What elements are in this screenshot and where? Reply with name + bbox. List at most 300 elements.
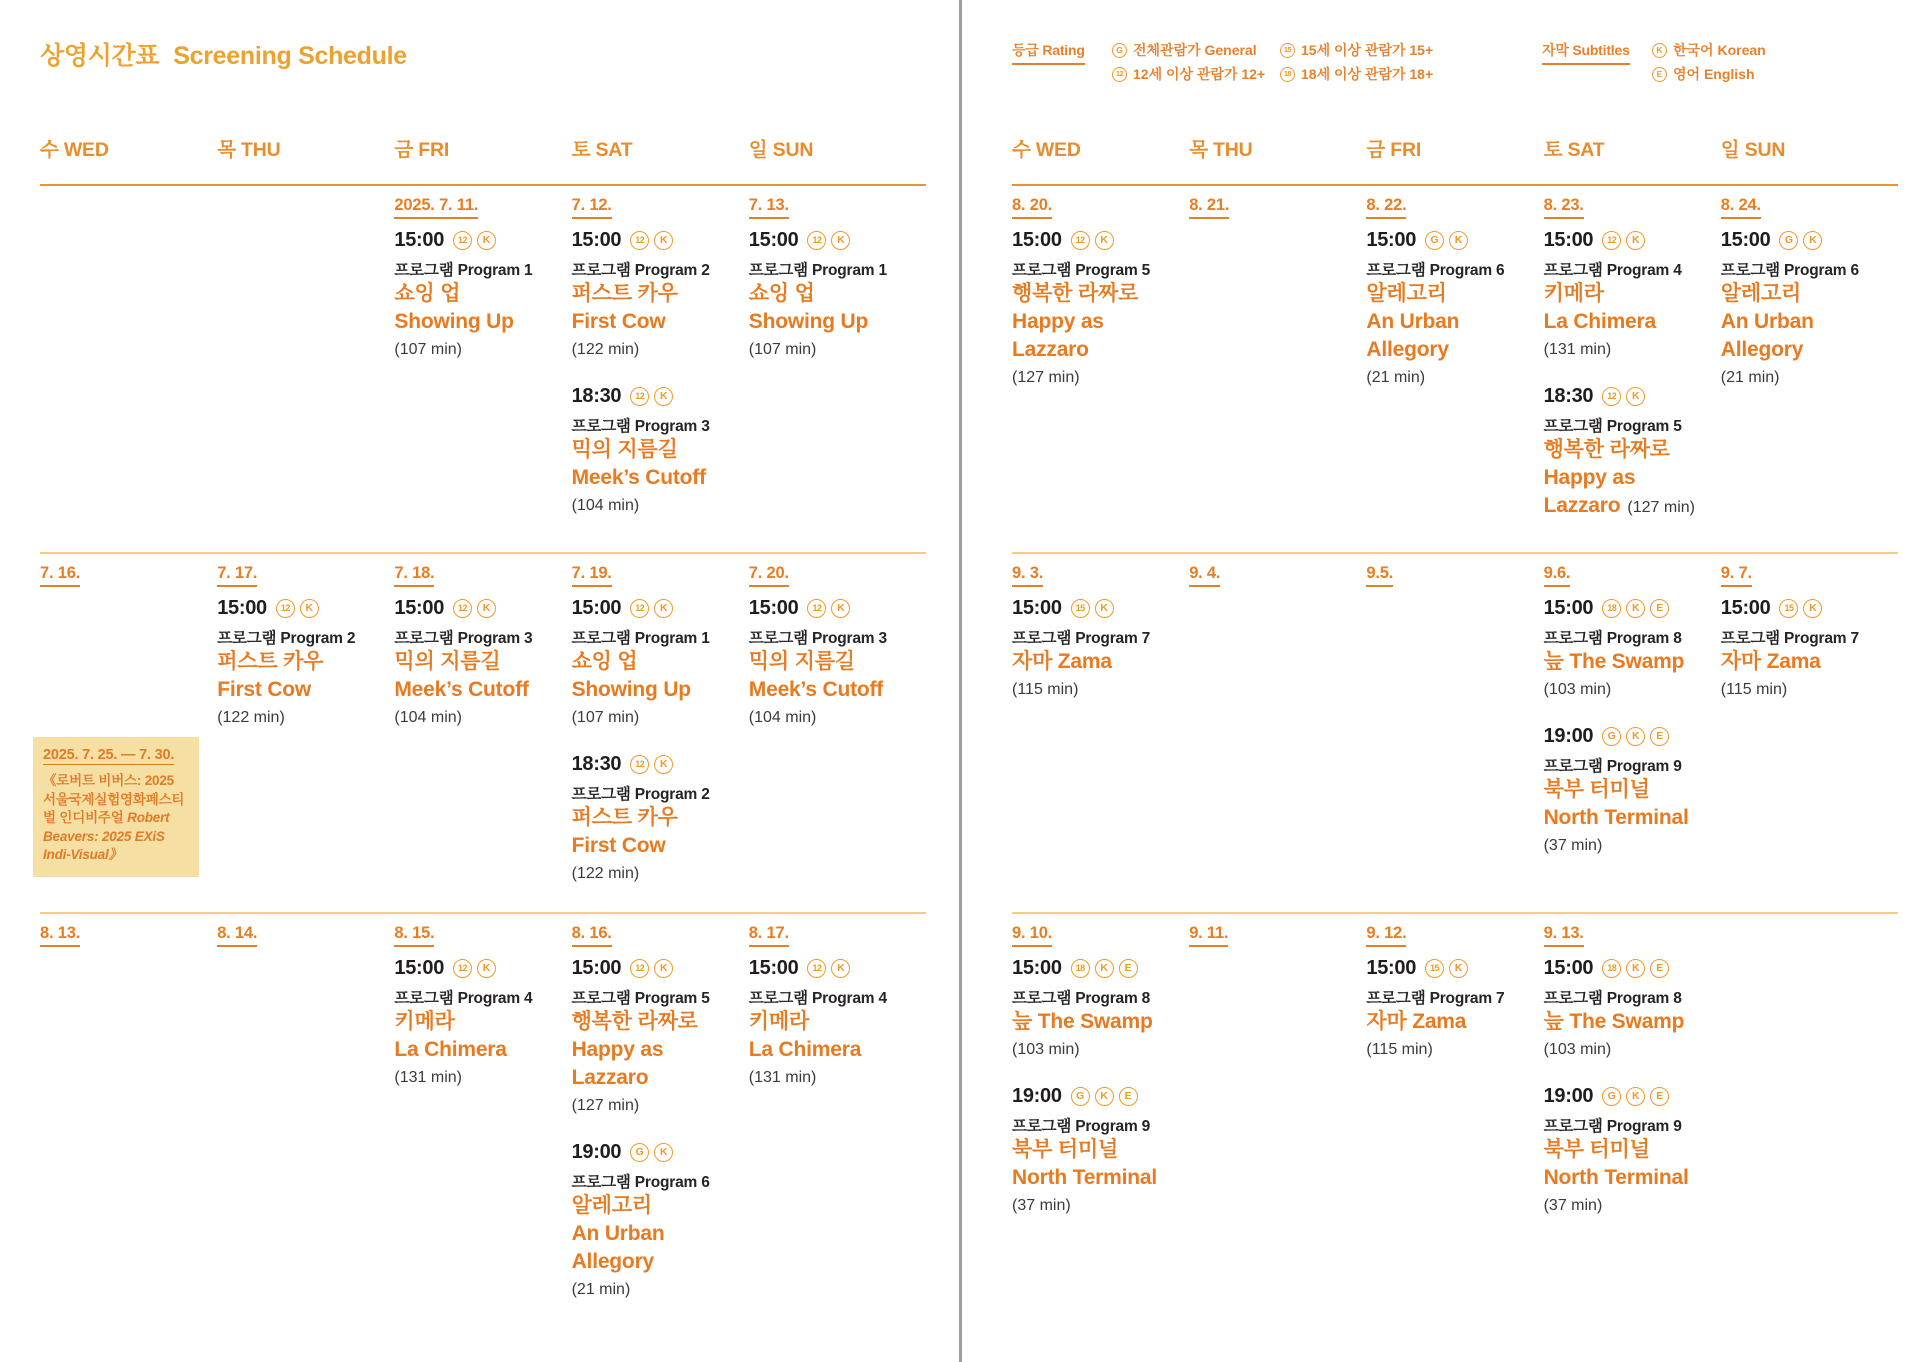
program-label: 프로그램 Program 6 xyxy=(571,1174,710,1191)
subtitle-k-icon: K xyxy=(477,599,496,618)
screening xyxy=(1721,229,1884,387)
day-header-row xyxy=(40,134,926,162)
date-label: 8. 14. xyxy=(217,924,257,947)
screening-time: 15:00 xyxy=(748,957,799,979)
date-label: 2025. 7. 11. xyxy=(394,196,478,219)
schedule-page-right xyxy=(1012,0,1898,1362)
film-duration: (131 min) xyxy=(748,1069,817,1086)
date-label: 9. 7. xyxy=(1721,564,1752,587)
page-title xyxy=(40,36,407,72)
subtitle-k-icon: K xyxy=(654,1143,673,1162)
film-title-line: 키메라 xyxy=(1543,282,1604,305)
film-title-line: 행복한 라짜로 xyxy=(1543,438,1670,461)
screening xyxy=(1012,957,1175,1059)
subtitle-k-icon: K xyxy=(1803,599,1822,618)
rating-12-icon: 12 xyxy=(807,231,826,250)
film-title-line: 쇼잉 업 xyxy=(394,282,461,305)
schedule-row xyxy=(40,184,926,552)
screening xyxy=(572,753,735,883)
rating-18-icon: 18 xyxy=(1280,67,1295,82)
rating-g-icon: G xyxy=(1071,1087,1090,1106)
day-header-4: 일 SUN xyxy=(748,139,814,161)
screening xyxy=(1366,229,1529,387)
day-cell xyxy=(217,924,394,1362)
film-duration: (104 min) xyxy=(571,497,640,514)
special-event-title-korean: 《로버트 비버스: 2025 서울국제실험영화페스티벌 인디비주얼 xyxy=(43,773,185,825)
legend-item xyxy=(1112,40,1265,60)
rating-g-icon: G xyxy=(630,1143,649,1162)
film-title-line: North Terminal xyxy=(1543,1166,1689,1189)
subtitle-k-icon: K xyxy=(1626,1087,1645,1106)
date-label: 9.6. xyxy=(1544,564,1571,587)
date-label: 8. 22. xyxy=(1366,196,1406,219)
day-header-row xyxy=(1012,134,1898,162)
screening-time-row xyxy=(394,957,557,980)
schedule-row xyxy=(40,552,926,912)
subtitle-k-icon: K xyxy=(654,231,673,250)
day-cell xyxy=(40,196,217,552)
screening-time: 19:00 xyxy=(571,1141,622,1163)
subtitle-k-icon: K xyxy=(1449,959,1468,978)
special-event-note xyxy=(33,737,199,877)
film-duration: (107 min) xyxy=(394,341,462,358)
day-cell xyxy=(572,564,749,912)
subtitle-k-icon: K xyxy=(1095,959,1114,978)
screening-time-row xyxy=(749,597,912,620)
date-label: 9. 3. xyxy=(1012,564,1043,587)
rating-g-icon: G xyxy=(1425,231,1444,250)
screening-time: 15:00 xyxy=(1720,229,1771,251)
subtitle-e-icon: E xyxy=(1652,67,1667,82)
legend-item-text: 15세 이상 관람가 15+ xyxy=(1301,42,1434,58)
rating-12-icon: 12 xyxy=(630,231,649,250)
screening-time-row xyxy=(1012,229,1175,252)
subtitle-k-icon: K xyxy=(831,959,850,978)
rating-12-icon: 12 xyxy=(453,231,472,250)
program-label: 프로그램 Program 1 xyxy=(571,630,710,647)
film-title-line: 북부 터미널 xyxy=(1012,1138,1119,1161)
subtitle-k-icon: K xyxy=(1626,599,1645,618)
screening-time-row xyxy=(749,229,912,252)
screening-time-row xyxy=(1544,957,1707,980)
subtitle-k-icon: K xyxy=(477,959,496,978)
program-label: 프로그램 Program 8 xyxy=(1012,990,1151,1007)
program-label: 프로그램 Program 3 xyxy=(571,418,710,435)
screening-time-row xyxy=(1721,229,1884,252)
rating-legend-label: 등급 Rating xyxy=(1012,40,1085,65)
rating-12-icon: 12 xyxy=(807,959,826,978)
film-title-line: 퍼스트 카우 xyxy=(217,650,324,673)
date-label: 8. 21. xyxy=(1189,196,1229,219)
film-duration: (115 min) xyxy=(1012,681,1079,698)
film-duration: (21 min) xyxy=(571,1281,631,1298)
film-title-line: Lazzaro (127 min) xyxy=(1543,494,1695,517)
day-cell xyxy=(394,196,571,552)
subtitle-e-icon: E xyxy=(1650,599,1669,618)
date-label: 7. 17. xyxy=(217,564,257,587)
day-cell xyxy=(1721,196,1898,552)
subtitle-k-icon: K xyxy=(1626,959,1645,978)
rating-18-icon: 18 xyxy=(1071,959,1090,978)
day-cell xyxy=(1366,564,1543,912)
legend-item xyxy=(1280,40,1433,60)
screening xyxy=(1012,229,1175,387)
film-duration: (107 min) xyxy=(748,341,817,358)
film-title-line: Allegory xyxy=(1366,338,1449,361)
subtitle-k-icon: K xyxy=(831,231,850,250)
screening-time: 15:00 xyxy=(1366,957,1417,979)
subtitle-k-icon: K xyxy=(1652,43,1667,58)
film-title-line: An Urban xyxy=(1720,310,1814,333)
film-title-line: An Urban xyxy=(571,1222,665,1245)
schedule-page-left xyxy=(40,0,926,1362)
program-label: 프로그램 Program 1 xyxy=(394,262,533,279)
program-label: 프로그램 Program 5 xyxy=(1012,262,1151,279)
program-label: 프로그램 Program 4 xyxy=(394,990,533,1007)
rating-12-icon: 12 xyxy=(453,599,472,618)
film-title-line: Lazzaro xyxy=(571,1066,649,1089)
screening xyxy=(1544,725,1707,855)
screening-time: 15:00 xyxy=(394,957,445,979)
date-label: 9. 10. xyxy=(1012,924,1052,947)
screening-time: 15:00 xyxy=(394,597,445,619)
film-title-line: La Chimera xyxy=(748,1038,862,1061)
screening-time: 15:00 xyxy=(394,229,445,251)
program-label: 프로그램 Program 7 xyxy=(1366,990,1505,1007)
screening-time: 18:30 xyxy=(571,385,622,407)
screening-time-row xyxy=(1544,597,1707,620)
rating-12-icon: 12 xyxy=(1071,231,1090,250)
date-label: 8. 20. xyxy=(1012,196,1052,219)
subtitle-k-icon: K xyxy=(1626,387,1645,406)
film-title-line: 늪 The Swamp xyxy=(1543,1010,1685,1033)
screening-time-row xyxy=(572,597,735,620)
day-header-2: 금 FRI xyxy=(394,139,450,161)
legend-item xyxy=(1652,40,1766,60)
subtitle-k-icon: K xyxy=(1095,231,1114,250)
film-duration: (104 min) xyxy=(394,709,462,726)
film-title-line: An Urban xyxy=(1366,310,1460,333)
screening xyxy=(1544,597,1707,699)
day-cell xyxy=(1189,196,1366,552)
screening-time-row xyxy=(1544,1085,1707,1108)
screening-time: 15:00 xyxy=(571,597,622,619)
date-label: 8. 17. xyxy=(749,924,789,947)
schedule-row xyxy=(40,912,926,1362)
film-duration: (122 min) xyxy=(217,709,285,726)
date-label: 7. 16. xyxy=(40,564,80,587)
day-cell xyxy=(1189,564,1366,912)
rating-15-icon: 15 xyxy=(1071,599,1090,618)
film-duration: (103 min) xyxy=(1012,1041,1080,1058)
film-duration: (104 min) xyxy=(748,709,817,726)
film-title-line: 쇼잉 업 xyxy=(571,650,638,673)
page-title-english: Screening Schedule xyxy=(173,42,407,70)
screening xyxy=(749,229,912,359)
screening xyxy=(1544,385,1707,522)
film-title-line: La Chimera xyxy=(1543,310,1656,333)
screening xyxy=(749,957,912,1087)
screening-time-row xyxy=(1544,725,1707,748)
legend-item-text: 영어 English xyxy=(1673,66,1755,82)
date-label: 9. 4. xyxy=(1189,564,1220,587)
screening xyxy=(1012,597,1175,699)
screening xyxy=(749,597,912,727)
legend-item xyxy=(1280,64,1433,84)
film-title-line: La Chimera xyxy=(394,1038,507,1061)
screening xyxy=(1544,229,1707,359)
film-duration: (103 min) xyxy=(1543,1041,1612,1058)
screening xyxy=(572,957,735,1115)
film-title-line: 알레고리 xyxy=(571,1194,652,1217)
rating-15-icon: 15 xyxy=(1425,959,1444,978)
film-title-line: 자마 Zama xyxy=(1720,650,1821,673)
film-title-line: Meek’s Cutoff xyxy=(394,678,529,701)
screening-time: 18:30 xyxy=(571,753,622,775)
day-cell xyxy=(1544,564,1721,912)
screening-time: 15:00 xyxy=(571,957,622,979)
screening xyxy=(1012,1085,1175,1215)
day-cell xyxy=(1544,196,1721,552)
film-title-line: 늪 The Swamp xyxy=(1543,650,1685,673)
film-duration: (127 min) xyxy=(1012,369,1080,386)
date-label: 8. 13. xyxy=(40,924,80,947)
program-label: 프로그램 Program 1 xyxy=(748,262,887,279)
program-label: 프로그램 Program 6 xyxy=(1720,262,1859,279)
film-duration: (127 min) xyxy=(1627,499,1695,516)
special-event-title-english: Robert Beavers: 2025 EXiS Indi-Visual》 xyxy=(43,810,170,862)
screening-time: 15:00 xyxy=(1012,229,1062,251)
subtitle-e-icon: E xyxy=(1650,959,1669,978)
film-title-line: Meek’s Cutoff xyxy=(748,678,884,701)
day-cell xyxy=(1544,924,1721,1362)
program-label: 프로그램 Program 2 xyxy=(217,630,356,647)
screening xyxy=(1544,957,1707,1059)
film-title-line: First Cow xyxy=(217,678,312,701)
film-title-line: Lazzaro xyxy=(1012,338,1089,361)
screening xyxy=(394,597,557,727)
date-label: 9.5. xyxy=(1366,564,1393,587)
rating-12-icon: 12 xyxy=(1602,231,1621,250)
screening-time-row xyxy=(1012,1085,1175,1108)
day-header-1: 목 THU xyxy=(217,139,281,161)
screening-time-row xyxy=(1366,229,1529,252)
rating-12-icon: 12 xyxy=(807,599,826,618)
schedule-row xyxy=(1012,552,1898,912)
page-divider-line xyxy=(959,0,962,1362)
film-title-line: 쇼잉 업 xyxy=(748,282,815,305)
rating-g-icon: G xyxy=(1602,1087,1621,1106)
day-cell xyxy=(749,564,926,912)
day-cell xyxy=(1189,924,1366,1362)
date-label: 7. 12. xyxy=(572,196,612,219)
film-title-line: 키메라 xyxy=(748,1010,810,1033)
subtitle-e-icon: E xyxy=(1650,1087,1669,1106)
screening-time-row xyxy=(572,385,735,408)
film-title-line: 북부 터미널 xyxy=(1543,778,1650,801)
film-title-line: 믹의 지름길 xyxy=(571,438,678,461)
film-duration: (122 min) xyxy=(571,341,640,358)
screening-time-row xyxy=(1366,957,1529,980)
legend-item-text: 12세 이상 관람가 12+ xyxy=(1133,66,1266,82)
legend-item-text: 전체관람가 General xyxy=(1133,42,1257,58)
program-label: 프로그램 Program 8 xyxy=(1543,630,1682,647)
film-title-line: Happy as xyxy=(1543,466,1636,489)
subtitles-legend-label: 자막 Subtitles xyxy=(1542,40,1630,65)
day-cell xyxy=(749,196,926,552)
program-label: 프로그램 Program 5 xyxy=(1543,418,1682,435)
day-header-3: 토 SAT xyxy=(1543,139,1605,161)
screening-time-row xyxy=(1012,957,1175,980)
day-header-0: 수 WED xyxy=(40,139,109,161)
program-label: 프로그램 Program 2 xyxy=(571,262,710,279)
rating-12-icon: 12 xyxy=(1602,387,1621,406)
rating-18-icon: 18 xyxy=(1602,599,1621,618)
screening xyxy=(394,957,557,1087)
screening xyxy=(572,597,735,727)
film-title-line: 행복한 라짜로 xyxy=(1012,282,1139,305)
screening-time: 15:00 xyxy=(748,597,799,619)
rating-15-icon: 15 xyxy=(1280,43,1295,58)
rating-12-icon: 12 xyxy=(1112,67,1127,82)
date-label: 8. 16. xyxy=(572,924,612,947)
page-title-korean: 상영시간표 xyxy=(40,42,160,70)
day-cell xyxy=(40,924,217,1362)
day-cell xyxy=(394,564,571,912)
film-title-line: Showing Up xyxy=(748,310,869,333)
film-title-line: 알레고리 xyxy=(1366,282,1447,305)
subtitles-legend-column xyxy=(1652,40,1766,84)
rating-12-icon: 12 xyxy=(630,755,649,774)
day-cell xyxy=(1721,924,1898,1362)
day-cell xyxy=(572,924,749,1362)
day-cell xyxy=(40,564,217,912)
program-label: 프로그램 Program 4 xyxy=(1543,262,1682,279)
program-label: 프로그램 Program 3 xyxy=(394,630,533,647)
rating-g-icon: G xyxy=(1779,231,1798,250)
film-title-line: 자마 Zama xyxy=(1366,1010,1467,1033)
film-title-line: Showing Up xyxy=(571,678,691,701)
rating-12-icon: 12 xyxy=(276,599,295,618)
rating-legend-column-1 xyxy=(1112,40,1265,84)
special-event-title xyxy=(43,772,189,865)
screening-time: 15:00 xyxy=(1543,957,1594,979)
subtitle-k-icon: K xyxy=(300,599,319,618)
film-title-line: Meek’s Cutoff xyxy=(571,466,706,489)
screening-time-row xyxy=(217,597,380,620)
screening-time-row xyxy=(749,957,912,980)
film-duration: (131 min) xyxy=(394,1069,462,1086)
date-label: 9. 13. xyxy=(1544,924,1584,947)
screening-time: 15:00 xyxy=(1012,957,1062,979)
screening-time: 15:00 xyxy=(217,597,267,619)
program-label: 프로그램 Program 6 xyxy=(1366,262,1505,279)
film-duration: (103 min) xyxy=(1543,681,1612,698)
day-cell xyxy=(1012,924,1189,1362)
day-cell xyxy=(749,924,926,1362)
subtitle-k-icon: K xyxy=(654,755,673,774)
screening xyxy=(572,229,735,359)
screening-time: 15:00 xyxy=(1012,597,1062,619)
film-title-line: North Terminal xyxy=(1543,806,1689,829)
day-cell xyxy=(394,924,571,1362)
screening-time: 15:00 xyxy=(1366,229,1417,251)
film-duration: (122 min) xyxy=(571,865,640,882)
film-title-line: 믹의 지름길 xyxy=(748,650,855,673)
screening xyxy=(1366,957,1529,1059)
screening-time: 15:00 xyxy=(571,229,622,251)
screening-time: 18:30 xyxy=(1543,385,1594,407)
film-duration: (115 min) xyxy=(1720,681,1788,698)
rating-12-icon: 12 xyxy=(453,959,472,978)
day-cell xyxy=(1366,196,1543,552)
film-title-line: 퍼스트 카우 xyxy=(571,806,678,829)
rating-g-icon: G xyxy=(1602,727,1621,746)
rating-12-icon: 12 xyxy=(630,599,649,618)
screening xyxy=(572,1141,735,1299)
film-title-line: 키메라 xyxy=(394,1010,455,1033)
day-cell xyxy=(572,196,749,552)
film-duration: (131 min) xyxy=(1543,341,1612,358)
date-label: 7. 20. xyxy=(749,564,789,587)
subtitle-k-icon: K xyxy=(1095,1087,1114,1106)
rating-18-icon: 18 xyxy=(1602,959,1621,978)
date-label: 9. 12. xyxy=(1366,924,1406,947)
screening-time: 19:00 xyxy=(1012,1085,1062,1107)
subtitle-k-icon: K xyxy=(654,959,673,978)
day-header-1: 목 THU xyxy=(1189,139,1253,161)
date-label: 8. 24. xyxy=(1721,196,1761,219)
program-label: 프로그램 Program 9 xyxy=(1543,758,1682,775)
schedule-row xyxy=(1012,184,1898,552)
film-duration: (107 min) xyxy=(571,709,640,726)
film-title-line: 자마 Zama xyxy=(1012,650,1112,673)
program-label: 프로그램 Program 2 xyxy=(571,786,710,803)
day-cell xyxy=(1721,564,1898,912)
day-cell xyxy=(1366,924,1543,1362)
subtitle-k-icon: K xyxy=(1626,231,1645,250)
day-header-4: 일 SUN xyxy=(1720,139,1786,161)
subtitle-k-icon: K xyxy=(1449,231,1468,250)
screening-time: 19:00 xyxy=(1543,725,1594,747)
rating-legend-column-2 xyxy=(1280,40,1433,84)
day-cell xyxy=(1012,564,1189,912)
film-title-line: 북부 터미널 xyxy=(1543,1138,1650,1161)
rating-12-icon: 12 xyxy=(630,387,649,406)
screening xyxy=(217,597,380,727)
date-label: 7. 19. xyxy=(572,564,612,587)
date-label: 7. 18. xyxy=(394,564,434,587)
screening-time-row xyxy=(1544,229,1707,252)
day-cell xyxy=(217,564,394,912)
film-title-line: First Cow xyxy=(571,834,666,857)
subtitle-k-icon: K xyxy=(477,231,496,250)
film-title-line: 퍼스트 카우 xyxy=(571,282,678,305)
rating-12-icon: 12 xyxy=(630,959,649,978)
day-header-2: 금 FRI xyxy=(1366,139,1422,161)
film-duration: (37 min) xyxy=(1543,837,1603,854)
screening-time-row xyxy=(1721,597,1884,620)
subtitle-k-icon: K xyxy=(654,599,673,618)
screening xyxy=(1721,597,1884,699)
screening-time: 15:00 xyxy=(1543,229,1594,251)
date-label: 9. 11. xyxy=(1189,924,1228,947)
date-label: 7. 13. xyxy=(749,196,789,219)
program-label: 프로그램 Program 9 xyxy=(1543,1118,1682,1135)
screening-time-row xyxy=(572,957,735,980)
legend xyxy=(1012,40,1898,100)
schedule-row xyxy=(1012,912,1898,1362)
